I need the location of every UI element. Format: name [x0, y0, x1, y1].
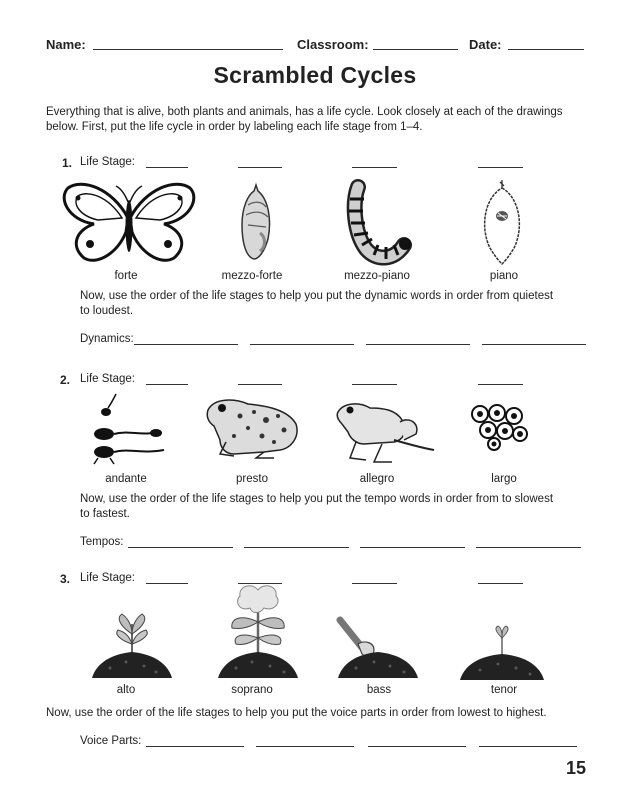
- section-3-answer-blank-3[interactable]: [368, 746, 466, 747]
- classroom-label: Classroom:: [297, 37, 369, 52]
- section-1-answer-blank-4[interactable]: [482, 344, 586, 345]
- classroom-field[interactable]: [373, 49, 458, 50]
- section-2-number: 2.: [60, 373, 71, 387]
- section-3-answer-blank-4[interactable]: [479, 746, 577, 747]
- section-2-instruction: Now, use the order of the life stages to help you put the tempo words in order from to slowest to fastest.: [80, 493, 554, 520]
- section-1-label-1: forte: [114, 270, 138, 282]
- seedling-icon: [90, 610, 174, 682]
- section-2-stage-blank-3[interactable]: [352, 384, 397, 385]
- section-1-stage-blank-2[interactable]: [238, 167, 282, 168]
- seed-planting-icon: [334, 614, 422, 682]
- section-2-answer-blank-1[interactable]: [128, 547, 233, 548]
- section-1-stage-blank-1[interactable]: [146, 167, 188, 168]
- section-3-label-1: alto: [116, 684, 136, 696]
- section-3-label-4: tenor: [490, 684, 518, 696]
- butterfly-icon: [62, 180, 196, 266]
- section-2-answer-blank-2[interactable]: [244, 547, 349, 548]
- page-title: Scrambled Cycles: [213, 62, 417, 88]
- flowering-plant-icon: [212, 582, 304, 682]
- page-number: 15: [566, 758, 587, 778]
- intro-text: Everything that is alive, both plants and animals, has a life cycle. Look closely at each of the drawings below. First, put the life cycle in order by labeling each life stage from 1–4.: [46, 106, 563, 133]
- name-label: Name:: [46, 37, 86, 52]
- section-2-label-2: presto: [236, 473, 268, 485]
- section-1-number: 1.: [62, 156, 73, 170]
- froglet-icon: [334, 400, 436, 464]
- section-2-life-stage-label: Life Stage:: [80, 373, 135, 385]
- section-1-instruction: Now, use the order of the life stages to help you put the dynamic words in order from quietest to loudest.: [80, 290, 554, 317]
- section-2-label-4: largo: [491, 473, 517, 485]
- section-3-instruction: Now, use the order of the life stages to help you put the voice parts in order from lowest to highest.: [46, 707, 547, 719]
- section-2-stage-blank-2[interactable]: [238, 384, 282, 385]
- section-1-stage-blank-4[interactable]: [478, 167, 523, 168]
- date-field[interactable]: [508, 49, 584, 50]
- section-3-answer-blank-1[interactable]: [146, 746, 244, 747]
- section-3-life-stage-label: Life Stage:: [80, 572, 135, 584]
- caterpillar-icon: [346, 183, 410, 267]
- section-3-number: 3.: [60, 572, 71, 586]
- section-1-answer-blank-2[interactable]: [250, 344, 354, 345]
- section-1-label-4: piano: [489, 270, 519, 282]
- section-2-label-1: andante: [105, 473, 147, 485]
- section-1-label-3: mezzo-piano: [344, 270, 410, 282]
- egg-on-leaf-icon: [478, 178, 526, 266]
- section-1-label-2: mezzo-forte: [221, 270, 283, 282]
- section-3-answer-label: Voice Parts:: [80, 735, 142, 747]
- section-3-stage-blank-1[interactable]: [146, 583, 188, 584]
- section-1-life-stage-label: Life Stage:: [80, 156, 135, 168]
- section-2-stage-blank-4[interactable]: [478, 384, 523, 385]
- frog-eggs-icon: [470, 404, 530, 450]
- section-2-label-3: allegro: [359, 473, 395, 485]
- section-3-stage-blank-3[interactable]: [352, 583, 397, 584]
- chrysalis-icon: [238, 183, 274, 263]
- section-1-answer-blank-3[interactable]: [366, 344, 470, 345]
- date-label: Date:: [469, 37, 502, 52]
- section-2-answer-label: Tempos:: [80, 536, 124, 548]
- section-3-answer-blank-2[interactable]: [256, 746, 354, 747]
- section-2-answer-blank-4[interactable]: [476, 547, 581, 548]
- section-1-answer-label: Dynamics:: [80, 333, 134, 345]
- section-1-answer-blank-1[interactable]: [134, 344, 238, 345]
- section-3-label-3: bass: [366, 684, 392, 696]
- section-3-stage-blank-4[interactable]: [478, 583, 523, 584]
- sprout-icon: [458, 626, 546, 682]
- section-1-stage-blank-3[interactable]: [352, 167, 397, 168]
- section-2-answer-blank-3[interactable]: [360, 547, 465, 548]
- section-3-label-2: soprano: [231, 684, 273, 696]
- frog-icon: [204, 396, 300, 458]
- name-field[interactable]: [93, 49, 283, 50]
- tadpoles-icon: [88, 392, 168, 464]
- section-2-stage-blank-1[interactable]: [146, 384, 188, 385]
